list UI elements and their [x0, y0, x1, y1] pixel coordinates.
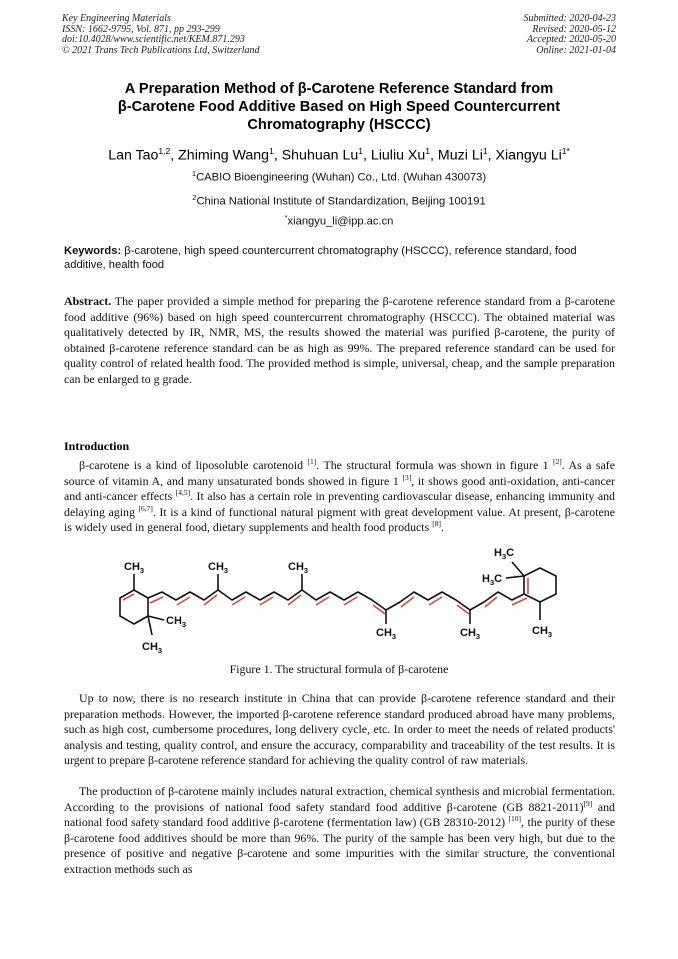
affiliation-text: China National Institute of Standardization, Beijing 100191 [196, 195, 486, 208]
citation: [9] [583, 798, 593, 808]
text-run: , the purity of these β-carotene food additives should be more than 96%. The purity of the sample has been very high, but due to the presence of positive and negative β-carotene and some impurities with the similar structure, the conventional extraction methods such as [64, 815, 615, 876]
double-bond [401, 597, 414, 607]
keywords-label: Keywords: [64, 245, 122, 257]
author-affiliation-mark: 1 [425, 146, 431, 156]
ch3-label: $CH_3$ [288, 561, 309, 575]
corresponding-email [60, 211, 618, 229]
beta-carotene-structure [96, 540, 586, 665]
author-name: Zhiming Wang [178, 147, 270, 164]
ch3-label: $CH_3$ [376, 627, 397, 641]
h3c-label: $H_3C$ [494, 547, 515, 561]
citation: [1] [307, 457, 317, 467]
text-run: . It is a kind of functional natural pigment with great development value. At present, β-carotene is widely used in general food, dietary supplements and health food products [64, 504, 615, 535]
double-bond [204, 595, 217, 605]
right-gem-methyl-bond-2 [506, 576, 524, 578]
text-run: . It also has a certain role in preventing cardiovascular disease, enhancing immunity and delaying aging [64, 489, 615, 519]
citation: [3] [402, 472, 412, 482]
journal-name: Key Engineering Materials [62, 13, 171, 24]
text-run: β-carotene is a kind of liposoluble carotenoid [79, 458, 308, 472]
left-gem-methyl-bond-1 [148, 616, 164, 620]
double-bond [485, 597, 497, 607]
ch3-label: $CH_3$ [208, 561, 229, 575]
author-name: Liuliu Xu [370, 147, 426, 164]
journal-info [62, 14, 260, 56]
abstract-label: Abstract. [64, 294, 112, 308]
text-run: . [440, 520, 444, 535]
author-name: Lan Tao [108, 147, 159, 164]
submitted-date: Submitted: 2020-04-23 [523, 13, 616, 24]
citation: [4,5] [175, 488, 191, 498]
revised-date: Revised: 2020-05-12 [532, 23, 616, 35]
author-affiliation-mark: 1 [269, 146, 274, 156]
author-name: Muzi Li [437, 147, 483, 164]
accepted-date: Accepted: 2020-05-20 [526, 34, 616, 46]
email-text: xiangyu_li@ipp.ac.cn [287, 215, 394, 228]
issn: ISSN: 1662-9795, Vol. 871, pp 293-299 [62, 23, 220, 35]
text-run: . The structural formula was shown in figure 1 [316, 458, 554, 472]
ch3-label: $CH_3$ [124, 561, 145, 575]
ch3-label: $CH_3$ [142, 641, 163, 655]
title-line: A Preparation Method of β-Carotene Reference Standard from [124, 81, 554, 97]
text-run: , it shows good anti-oxidation, anti-cancer and anti-cancer effects [64, 473, 615, 504]
double-bond [457, 605, 469, 614]
keywords-text: β-carotene, high speed countercurrent chromatography (HSCCC), reference standard, food additive, health food [64, 245, 577, 271]
double-bond [288, 595, 301, 605]
online-date: Online: 2021-01-04 [536, 44, 616, 56]
affiliation-1 [60, 167, 618, 185]
copyright: © 2021 Trans Tech Publications Ltd, Switzerland [62, 44, 260, 56]
ch3-label: $CH_3$ [460, 627, 481, 641]
author-affiliation-mark: 1 [482, 146, 488, 156]
author-list: Lan Tao$^{1,2}$, Zhiming Wang$^1$, Shuhuan Lu$^1$, Liuliu Xu$^1$, Muzi Li$^1$, Xiangyu $Li^{1*}$ [108, 146, 570, 164]
structure-labels [124, 547, 552, 655]
citation: [2] [553, 457, 562, 467]
author-affiliation-mark: 1,2 [158, 146, 171, 156]
abstract-text: The paper provided a simple method for preparing the β-carotene reference standard from a β-carotene food additive (96%) based on high speed countercurrent chromatography (HSCCC). The obtained material was qualitatively detected by IR, NMR, MS, the results showed the material was purified β-carotene, the purity of obtained β-carotene reference standard can be as high as 99%. The prepared reference standard can be used for quality control of related health food. The provided method is simple, universal, cheap, and the sample preparation can be enlarged to g grade. [64, 294, 615, 386]
citation: [10] [508, 814, 522, 824]
right-gem-methyl-bond-1 [512, 562, 524, 576]
text-run: and national food safety standard food additive β-carotene (fermentation law) (GB 28310-2012) [64, 799, 615, 830]
publication-dates [524, 14, 617, 56]
affiliation-mark: 1 [191, 169, 197, 178]
abstract [64, 294, 615, 388]
body-paragraph-3 [64, 784, 615, 878]
figure-caption: Figure 1. The structural formula of β-carotene [229, 662, 449, 676]
polyene-chain [148, 590, 524, 610]
body-paragraph-2: Up to now, there is no research institute in China that can provide β-carotene reference standard and their preparation methods. However, the imported β-carotene reference standard produced abroad have many problems, such as high cost, cumbersome procedures, long delivery cycle, etc. In order to meet the needs of related products' analysis and testing, quality control, and ensure the accuracy, comparability and traceability of the test results. It is urgent to prepare β-carotene reference standard for achieving the quality control of raw materials. [64, 691, 615, 768]
left-gem-methyl-bond-2 [148, 616, 152, 635]
affiliation-2 [60, 191, 618, 209]
double-bond [150, 597, 163, 603]
citation: [8] [432, 519, 441, 529]
affiliation-mark: 2 [192, 193, 197, 202]
author-affiliation-mark: 1* [561, 146, 570, 156]
author-name: Shuhuan Lu [281, 147, 359, 164]
affiliation-mark: * [284, 213, 288, 222]
title-line: Chromatography (HSCCC) [247, 117, 431, 133]
doi: doi:10.4028/www.scientific.net/KEM.871.293 [62, 34, 245, 46]
introduction-heading: Introduction [64, 439, 130, 453]
intro-paragraph-1 [64, 458, 615, 536]
paper-title [60, 80, 618, 134]
ch3-label: $CH_3$ [166, 615, 187, 629]
author-name: Xiangyu Li [495, 147, 562, 164]
author-affiliation-mark: 1 [358, 146, 363, 156]
citation: [6,7] [138, 503, 153, 513]
h3c-label: $H_3C$ [482, 573, 503, 587]
text-run: . As a safe source of vitamin A, and many unsaturated bonds showed in figure 1 [64, 458, 615, 488]
ch3-label: $CH_3$ [532, 625, 553, 639]
title-line: β-Carotene Food Additive Based on High Speed Countercurrent [117, 99, 561, 115]
affiliation-text: CABIO Bioengineering (Wuhan) Co., Ltd. (Wuhan 430073) [196, 171, 487, 184]
keywords [64, 245, 616, 272]
double-bond [373, 605, 385, 614]
text-run: The production of β-carotene mainly includes natural extraction, chemical synthesis and microbial fermentation. According to the provisions of national food safety standard food additive β-carotene (GB 8821-2011) [64, 784, 615, 814]
left-ring [120, 590, 148, 624]
